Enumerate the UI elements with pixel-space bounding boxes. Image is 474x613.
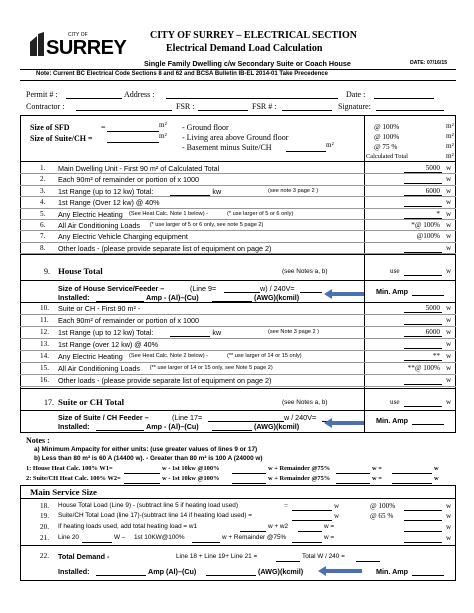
line-value-field[interactable] [404,199,442,207]
signature-field[interactable] [376,103,444,111]
title-line-3: Single Family Dwelling c/w Secondary Suite or Coach House [144,59,351,68]
watt-unit: w [446,316,452,324]
date-field[interactable] [374,91,434,99]
total-demand-field[interactable] [276,554,300,562]
service-min-amp: Min. Amp [376,567,409,576]
feeder2-line17-field[interactable] [208,414,284,422]
range-kw-field[interactable] [170,188,210,196]
line-value-field[interactable] [404,211,442,219]
line-number: 4. [40,198,46,207]
line-value: 6000 [425,186,440,195]
note-b: b) Less than 80 m² is 60 A (14400 w). - Greater than 80 m² is 100 A (24000 w) [34,455,263,462]
line19-result-field[interactable] [404,513,442,521]
suite-size-field[interactable] [107,135,159,143]
line-value-field[interactable] [404,353,442,361]
watt-unit: w [446,198,452,207]
feeder1-installed-field[interactable] [96,294,144,302]
fsr-label: FSR : [176,102,195,111]
logo-mark-icon [28,32,46,58]
house-feeder-label: Size of House Service/Feeder – [58,284,165,293]
line21-result-field[interactable] [404,535,442,543]
line-label: Each 90m² of remainder or portion of x 1000 [58,175,200,185]
notes-title: Notes : [26,436,50,445]
watt-unit: w [446,243,452,252]
line-label: Each 90m² of remainder or portion of x 1000 [58,316,200,325]
line-label: Any Electric Heating [58,352,123,361]
suite-feeder-label: Size of Suite / CH Feeder – [58,413,149,422]
line-number: 6. [40,221,46,229]
line-number: 5. [40,209,46,218]
line21-first-field[interactable] [192,535,220,543]
line-label: Any Electric Heating [58,209,123,219]
feeder1-line9-field[interactable] [224,285,260,293]
house-heat-calc: 1: House Heat Calc. 100% W1= [26,465,113,472]
line18-result-field[interactable] [404,503,442,511]
line-note: (see note 3 page 2 ) [268,187,319,194]
suite-total-field[interactable] [404,399,442,407]
line20-result-field[interactable] [404,524,442,532]
calculated-total-label: Calculated Total [366,153,408,160]
feeder1-arrow-icon [324,290,364,298]
watt-unit: w [446,186,452,195]
line-value-field[interactable] [404,377,442,385]
line-number: 7. [40,232,46,241]
line-label: 1st Range (up to 12 kw) Total: [58,328,154,337]
watt-unit: w [446,328,452,336]
line19-field[interactable] [292,513,332,521]
line-number: 8. [40,243,46,252]
line-label: 1st Range (up to 12 kw) Total: [58,186,154,196]
line-label: Main Dwelling Unit - First 90 m² of Calculated Total [58,164,220,173]
line18-label: House Total Load (Line 9) - (subtract line 5 if heating load used) [58,502,238,509]
line-note: (See Heat Calc. Note 1 below) - [129,210,208,217]
logo-text: SURREY [46,37,127,59]
watt-unit: w [446,376,452,384]
line-value-field[interactable] [404,305,442,313]
line-label: Other loads - (please provide separate list of equipment on page 2) [58,243,272,253]
line-value-field[interactable] [404,188,442,196]
service-arrow-icon [318,567,362,575]
line-value-field[interactable] [404,329,442,337]
title-line-1: CITY OF SURREY – ELECTRICAL SECTION [150,30,357,41]
line19-label: Suite/CH Total Load (line 17)-(subtract line 14 if heating load used) = [58,512,253,519]
line20-label: If heating loads used, add total heating load = w1 [58,523,198,530]
watt-unit: w [446,340,452,348]
service-min-field[interactable] [412,568,444,576]
contractor-field[interactable] [76,103,172,111]
address-label: Address : [124,90,155,99]
total-demand-label: Total Demand - [58,552,110,561]
fsr-number-label: FSR # : [252,102,277,111]
line21-remainder-field[interactable] [292,535,322,543]
line-number: 13. [40,340,49,348]
line-number: 1. [40,164,46,172]
line-value: * [436,209,440,218]
sfd-size-field[interactable] [107,124,159,132]
line-note: (* use larger of 5 or 6 only, see note 5 page 2) [149,222,264,228]
line-label: 1st Range (Over 12 kw) @ 40% [58,198,160,208]
line-note-2: (* use larger of 5 or 6 only) [227,210,294,217]
house-total-field[interactable] [404,268,442,276]
line18-field[interactable] [292,503,332,511]
service-awg-field[interactable] [206,568,256,576]
kw-unit: kw [212,328,222,337]
line-note: (see Note 3 page 2 ) [268,329,319,335]
line-value: **@ 100% [407,364,440,372]
line21-field[interactable] [82,535,112,543]
line-number: 11. [40,316,49,324]
sfd-label: Size of SFD [30,123,70,132]
line-label: All Air Conditioning Loads [58,221,140,230]
watt-unit: w [446,232,452,241]
watt-unit: w [446,221,452,229]
line-number: 14. [40,352,49,360]
watt-unit: w [446,304,452,312]
line-number: 16. [40,376,49,384]
line20-w2-field[interactable] [298,524,322,532]
permit-label: Permit # : [26,90,58,99]
fsr-number-field[interactable] [282,103,332,111]
watt-unit: w [446,364,452,372]
service-installed-field[interactable] [96,568,146,576]
feeder2-awg-field[interactable] [212,423,252,431]
signature-label: Signature: [338,102,371,111]
watt-unit: w [446,209,452,218]
basement-label: - Basement minus Suite/CH [182,143,272,152]
line-number: 15. [40,364,49,372]
line-number: 3. [40,186,46,195]
feeder2-arrow-icon [324,419,364,427]
kw-unit: kw [212,186,222,196]
line-note: (See Heat Calc. Note 2 below) - [129,353,208,359]
line-label: Any Electric Vehicle Charging equipment [58,232,188,242]
address-field[interactable] [166,91,338,99]
date-label: Date : [346,90,366,99]
total-demand-amp-field[interactable] [356,554,380,562]
note-a: a) Minimum Ampacity for either units: (use greater values of lines 9 or 17) [34,446,258,453]
feeder2-installed-field[interactable] [96,423,144,431]
line-label: 1st Range (over 12 kw) @ 40% [58,340,158,349]
feeder2-min-amp: Min. Amp [376,416,409,425]
feeder1-min-field[interactable] [412,288,444,296]
line-value-field[interactable] [404,317,442,325]
title-line-2: Electrical Demand Load Calculation [166,43,323,54]
line-value: *@ 100% [411,221,440,229]
line-value-field[interactable] [404,176,442,184]
logo-top: CITY OF [68,32,88,38]
line-label: All Air Conditioning Loads [58,364,140,373]
line-number: 2. [40,175,46,184]
suite-heat-calc: 2: Suite/CH Heat Calc. 100% W2= [26,475,121,482]
suite-total-label: Suite or CH Total [58,397,125,407]
feeder1-min-amp: Min. Amp [376,287,409,296]
line-value-field[interactable] [404,245,442,253]
form-date: DATE: 07/16/15 [410,60,448,66]
precedence-note: Note: Current BC Electrical Code Sections 8 and 62 and BCSA Bulletin IB-EL 2014-01 Take Precedence [36,71,328,77]
watt-unit: w [446,352,452,360]
watt-unit: w [446,164,452,172]
range-kw-field[interactable] [170,329,210,337]
line-label: Suite or CH - First 90 m² - [58,304,141,313]
fsr-field[interactable] [198,103,248,111]
permit-field[interactable] [66,91,122,99]
line-note-2: (** use larger of 14 or 15 only) [227,353,302,359]
feeder2-min-field[interactable] [412,417,444,425]
line-number: 10. [40,304,49,312]
line-value: ** [432,352,440,360]
contractor-label: Contractor : [26,102,65,111]
feeder1-awg-field[interactable] [212,294,252,302]
watt-unit: w [446,175,452,184]
line-value: 5000 [425,304,440,312]
suite-label: Size of Suite/CH = [30,134,93,143]
main-service-title: Main Service Size [30,487,97,497]
line-value: 6000 [425,328,440,336]
line-value-field[interactable] [404,165,442,173]
line-note: (** use larger of 14 or 15 only, see Note 5 page 2) [149,365,273,371]
feeder1-amp-field[interactable] [300,285,322,293]
living-area-label: - Living area above Ground floor [182,133,289,142]
ground-floor-label: - Ground floor [182,123,229,132]
basement-field[interactable] [286,144,326,152]
line-value-field[interactable] [404,341,442,349]
line-value: 5000 [425,164,440,172]
line-label: Other loads - (please provide separate list of equipment on page 2) [58,376,272,385]
line20-w1-field[interactable] [240,524,266,532]
line-value: @100% [416,232,440,241]
line-number: 12. [40,328,49,336]
house-total-label: House Total [58,266,103,276]
city-logo [28,32,127,60]
